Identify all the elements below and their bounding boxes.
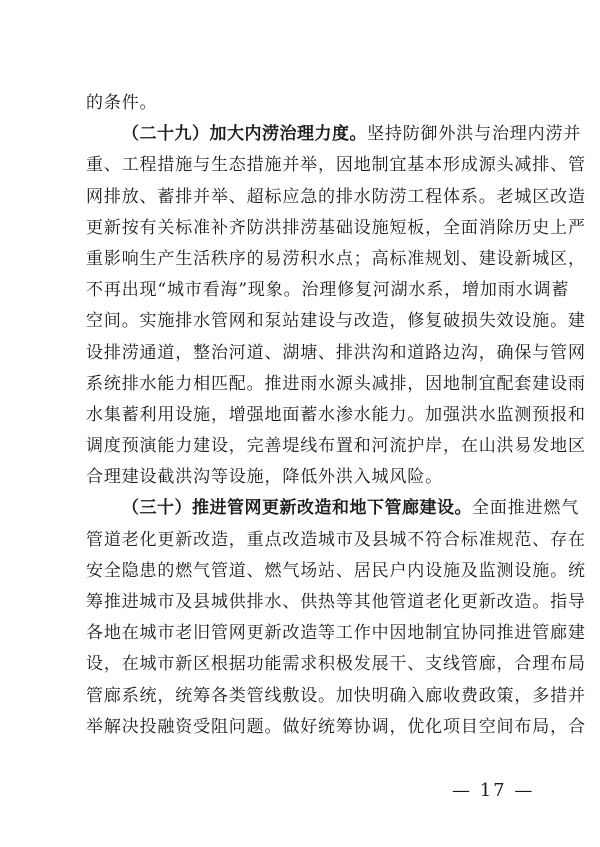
section-30-line: 安全隐患的燃气管道、燃气场站、居民户内设施及监测设施。统: [86, 560, 586, 581]
section-30-line: 管廊系统，统筹各类管线敷设。加快明确入廊收费政策，多措并: [86, 685, 586, 706]
section-30-line: 举解决投融资受阻问题。做好统筹协调，优化项目空间布局，合: [86, 716, 586, 737]
section-29-line: 水集蓄利用设施，增强地面蓄水渗水能力。加强洪水监测预报和: [86, 404, 586, 425]
section-29-first-line: [86, 119, 582, 150]
body-text: [86, 88, 586, 743]
section-29-first-line-rest: 坚持防御外洪与治理内涝并: [367, 124, 582, 145]
continuation-line: 的条件。: [86, 93, 158, 113]
section-30-first-line-rest: 全面推进燃气: [472, 498, 580, 519]
page-number: — 17 —: [452, 780, 535, 801]
section-30-line: 筹推进城市及县城供排水、供热等其他管道老化更新改造。指导: [86, 592, 586, 612]
section-30-heading: （三十）推进管网更新改造和地下管廊建设。: [122, 498, 472, 519]
section-29-line: 重、工程措施与生态措施并举，因地制宜基本形成源头减排、管: [86, 155, 586, 176]
section-29-line: 不再出现“城市看海”现象。治理修复河湖水系，增加雨水调蓄: [86, 280, 570, 301]
section-30-line: 管道老化更新改造，重点改造城市及县城不符合标准规范、存在: [86, 529, 586, 550]
section-29-line: 系统排水能力相匹配。推进雨水源头减排，因地制宜配套建设雨: [86, 373, 586, 394]
section-29-line: 调度预演能力建设，完善堤线布置和河流护岸，在山洪易发地区: [86, 436, 586, 457]
section-30-line: 各地在城市老旧管网更新改造等工作中因地制宜协同推进管廊建: [86, 623, 586, 644]
section-29-line: 合理建设截洪沟等设施，降低外洪入城风险。: [86, 467, 443, 488]
section-29-heading: （二十九）加大内涝治理力度。: [122, 124, 367, 145]
section-30-line: 设，在城市新区根据功能需求积极发展干、支线管廊，合理布局: [86, 654, 586, 675]
section-29-line: 更新按有关标准补齐防洪排涝基础设施短板，全面消除历史上严: [86, 217, 586, 238]
section-29-line: 设排涝通道，整治河道、湖塘、排洪沟和道路边沟，确保与管网: [86, 342, 586, 363]
section-29-line: 网排放、蓄排并举、超标应急的排水防涝工程体系。老城区改造: [86, 186, 586, 207]
section-30-first-line: [86, 493, 580, 524]
section-29-line: 空间。实施排水管网和泵站建设与改造，修复破损失效设施。建: [86, 311, 586, 332]
section-29-line: 重影响生产生活秩序的易涝积水点；高标准规划、建设新城区，: [86, 248, 586, 269]
